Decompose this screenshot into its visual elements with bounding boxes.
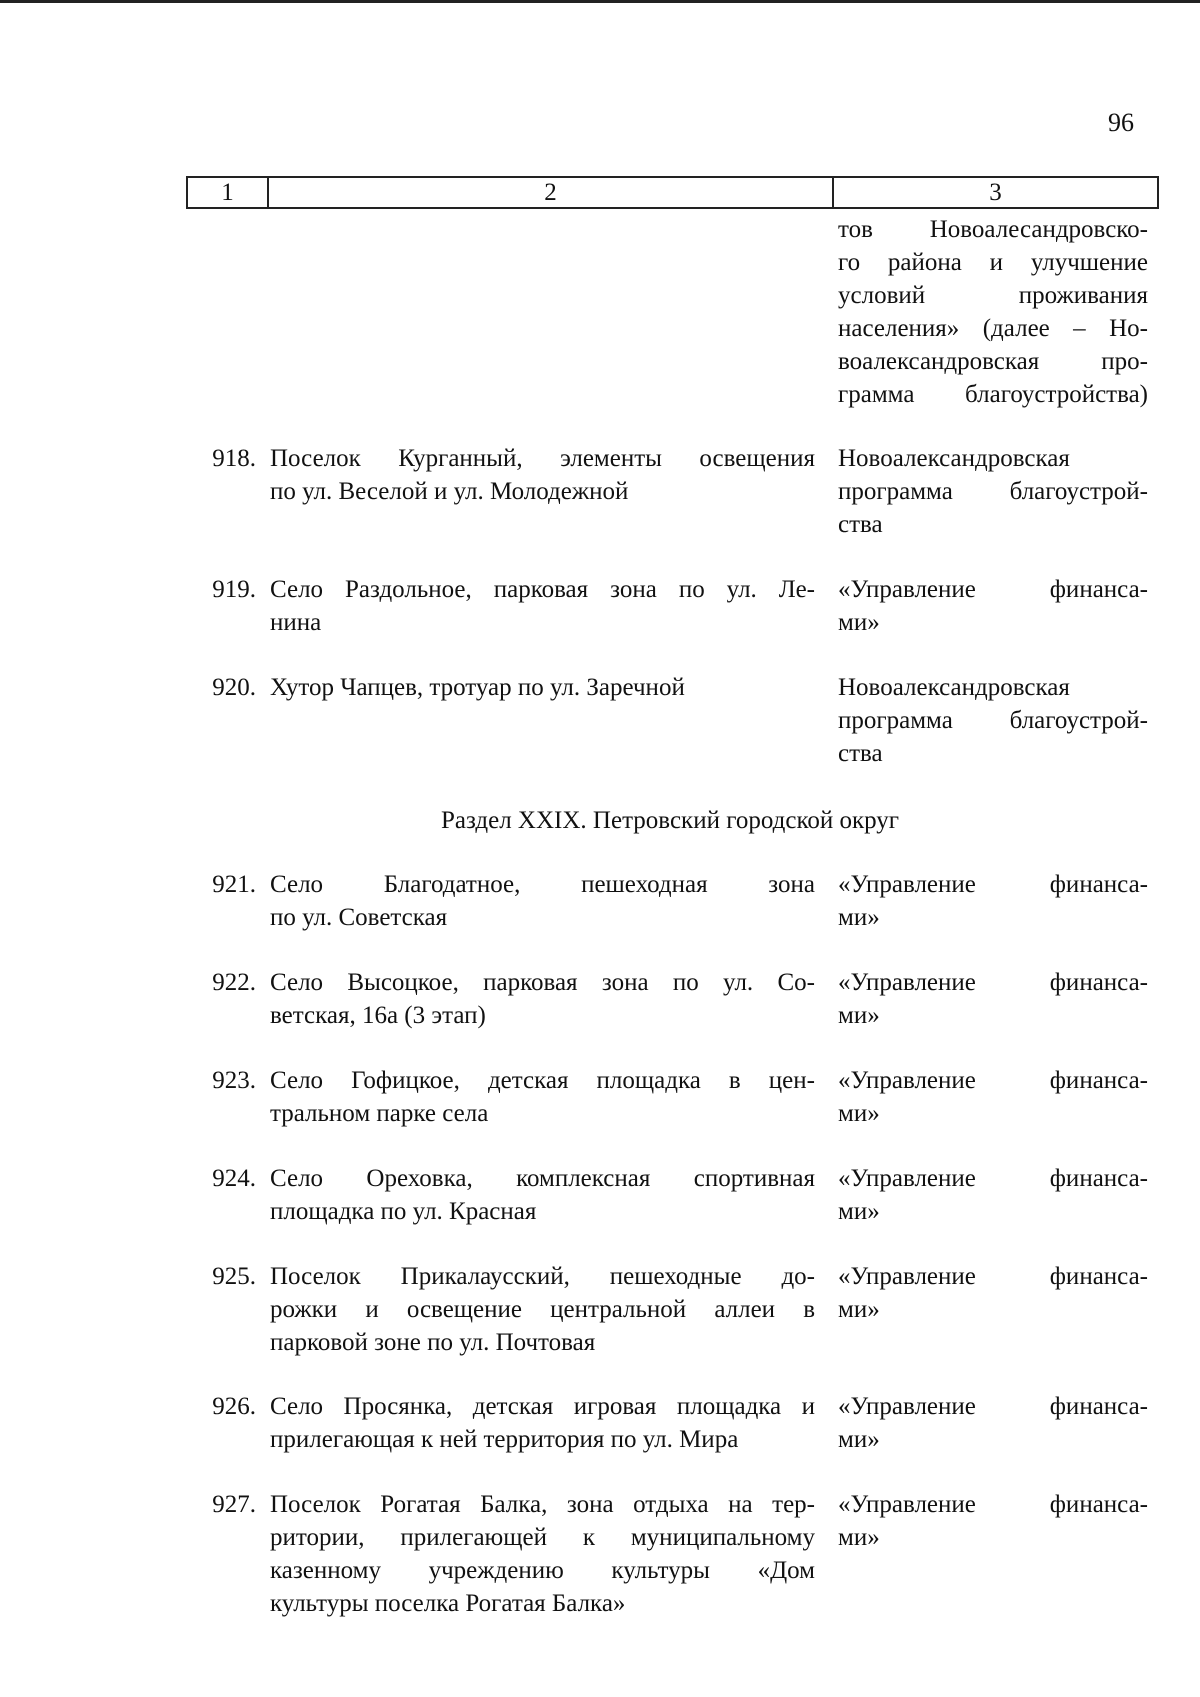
object-line: Село Благодатное, пешеходная зона (270, 871, 815, 898)
object-line: Село Высоцкое, парковая зона по ул. Со- (270, 969, 815, 996)
column-number-1: 1 (188, 178, 269, 207)
object-line: Село Ореховка, комплексная спортивная (270, 1165, 815, 1192)
source-line: «Управление финанса- (838, 1165, 1148, 1192)
column-number-2: 2 (269, 178, 834, 207)
funding-source (838, 1390, 1148, 1456)
source-line: «Управление финанса- (838, 969, 1148, 996)
object-description (270, 573, 815, 639)
source-line: «Управление финанса- (838, 1393, 1148, 1420)
object-description (270, 868, 815, 934)
source-line: «Управление финанса- (838, 871, 1148, 898)
row-number: 922. (212, 969, 256, 996)
source-line: программа благоустрой- (838, 478, 1148, 505)
continuation-source-text (838, 213, 1148, 411)
object-line: рожки и освещение центральной аллеи в (270, 1296, 815, 1323)
source-line: ми» (838, 904, 880, 931)
continuation-line: грамма благоустройства) (838, 381, 1148, 408)
object-line: культуры поселка Рогатая Балка» (270, 1590, 626, 1617)
table-column-header (186, 176, 1159, 209)
source-line: ми» (838, 1524, 880, 1551)
continuation-line: населения» (далее – Но- (838, 315, 1148, 342)
object-line: нина (270, 609, 322, 636)
object-line: Поселок Рогатая Балка, зона отдыха на тер- (270, 1491, 815, 1518)
object-description (270, 1064, 815, 1130)
continuation-line: условий проживания (838, 282, 1148, 309)
continuation-line: го района и улучшение (838, 249, 1148, 276)
continuation-line: тов Новоалесандровско- (838, 216, 1148, 243)
object-line: Хутор Чапцев, тротуар по ул. Заречной (270, 674, 685, 701)
funding-source (838, 573, 1148, 639)
object-description (270, 1390, 815, 1456)
source-line: «Управление финанса- (838, 1263, 1148, 1290)
funding-source (838, 868, 1148, 934)
row-number: 919. (212, 576, 256, 603)
source-line: «Управление финанса- (838, 576, 1148, 603)
object-line: Поселок Прикалаусский, пешеходные до- (270, 1263, 815, 1290)
object-line: по ул. Советская (270, 904, 448, 931)
row-number: 920. (212, 674, 256, 701)
section-heading: Раздел XXIX. Петровский городской округ (440, 807, 900, 834)
source-line: Новоалександровская (838, 674, 1070, 701)
funding-source (838, 1162, 1148, 1228)
page-number: 96 (1108, 108, 1134, 137)
source-line: ми» (838, 1296, 880, 1323)
source-line: ми» (838, 1100, 880, 1127)
funding-source (838, 671, 1148, 770)
object-line: ритории, прилегающей к муниципальному (270, 1524, 815, 1551)
row-number: 924. (212, 1165, 256, 1192)
top-border-rule (0, 0, 1200, 3)
object-line: тральном парке села (270, 1100, 489, 1127)
source-line: ми» (838, 609, 880, 636)
object-line: прилегающая к ней территория по ул. Мира (270, 1426, 739, 1453)
object-description (270, 442, 815, 508)
source-line: ства (838, 511, 883, 538)
object-line: площадка по ул. Красная (270, 1198, 537, 1225)
column-number-3: 3 (989, 178, 1002, 206)
source-line: ми» (838, 1002, 880, 1029)
object-line: Село Просянка, детская игровая площадка и (270, 1393, 815, 1420)
source-line: ства (838, 740, 883, 767)
source-line: ми» (838, 1198, 880, 1225)
object-line: по ул. Веселой и ул. Молодежной (270, 478, 629, 505)
row-number: 925. (212, 1263, 256, 1290)
object-line: ветская, 16а (3 этап) (270, 1002, 486, 1029)
object-description (270, 1260, 815, 1359)
object-line: казенному учреждению культуры «Дом (270, 1557, 815, 1584)
row-number: 923. (212, 1067, 256, 1094)
object-description (270, 671, 815, 704)
source-line: ми» (838, 1426, 880, 1453)
object-line: Поселок Курганный, элементы освещения (270, 445, 815, 472)
row-number: 918. (212, 445, 256, 472)
object-line: Село Раздольное, парковая зона по ул. Ле- (270, 576, 815, 603)
funding-source (838, 1064, 1148, 1130)
row-number: 921. (212, 871, 256, 898)
object-description (270, 1162, 815, 1228)
source-line: «Управление финанса- (838, 1491, 1148, 1518)
funding-source (838, 1488, 1148, 1554)
continuation-line: воалександровская про- (838, 348, 1148, 375)
source-line: Новоалександровская (838, 445, 1070, 472)
funding-source (838, 442, 1148, 541)
funding-source (838, 1260, 1148, 1326)
funding-source (838, 966, 1148, 1032)
source-line: «Управление финанса- (838, 1067, 1148, 1094)
object-description (270, 966, 815, 1032)
source-line: программа благоустрой- (838, 707, 1148, 734)
row-number: 927. (212, 1491, 256, 1518)
object-description (270, 1488, 815, 1620)
row-number: 926. (212, 1393, 256, 1420)
object-line: парковой зоне по ул. Почтовая (270, 1329, 596, 1356)
object-line: Село Гофицкое, детская площадка в цен- (270, 1067, 815, 1094)
